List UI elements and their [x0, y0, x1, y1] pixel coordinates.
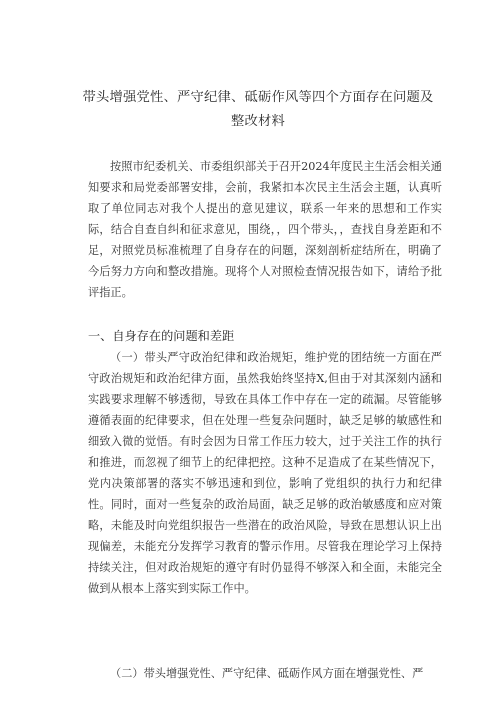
- item-one-paragraph: （一）带头严守政治纪律和政治规矩，维护党的团结统一方面在严守政治规矩和政治纪律方面，虽然我始终坚持X,但由于对其深刻内涵和实践要求理解不够透彻，导致在具体工作中存在一定的疏漏。尽管能够遵循表面的纪律要求，但在处理一些复杂问题时，缺乏足够的敏感性和细致入微的觉悟。有时会因为日常工作压力较大，过于关注工作的执行和推进，而忽视了细节上的纪律把控。这种不足造成了在某些情况下，党内决策部署的落实不够迅速和到位，影响了党组织的执行力和纪律性。同时，面对一些复杂的政治局面，缺乏足够的政治敏感度和应对策略，未能及时向党组织报告一些潜在的政治风险，导致在思想认识上出现偏差，未能充分发挥学习教育的警示作用。尽管我在理论学习上保持持续关注，但对政治规矩的遵守有时仍显得不够深入和全面，未能完全做到从根本上落实到实际工作中。: [88, 351, 442, 595]
- intro-paragraph: 按照市纪委机关、市委组织部关于召开2024年度民主生活会相关通知要求和局党委部署安排，会前，我紧扣本次民主生活会主题，认真听取了单位同志对我个人提出的意见建议，联系一年来的思想和工作实际，结合自查自纠和征求意见，围绕，，四个带头，，查找自身差距和不足，对照党员标准梳理了自身存在的问题，深刻剖析症结所在，明确了今后努力方向和整改措施。现将个人对照检查情况报告如下，请给予批评指正。: [88, 160, 442, 299]
- section-heading-problems: 一、自身存在的问题和差距: [88, 329, 235, 343]
- document-title: 带头增强党性、严守纪律、砥砺作风等四个方面存在问题及整改材料: [82, 90, 434, 129]
- item-two-paragraph: （二）带头增强党性、严守纪律、砥砺作风方面在增强党性、严: [110, 667, 424, 680]
